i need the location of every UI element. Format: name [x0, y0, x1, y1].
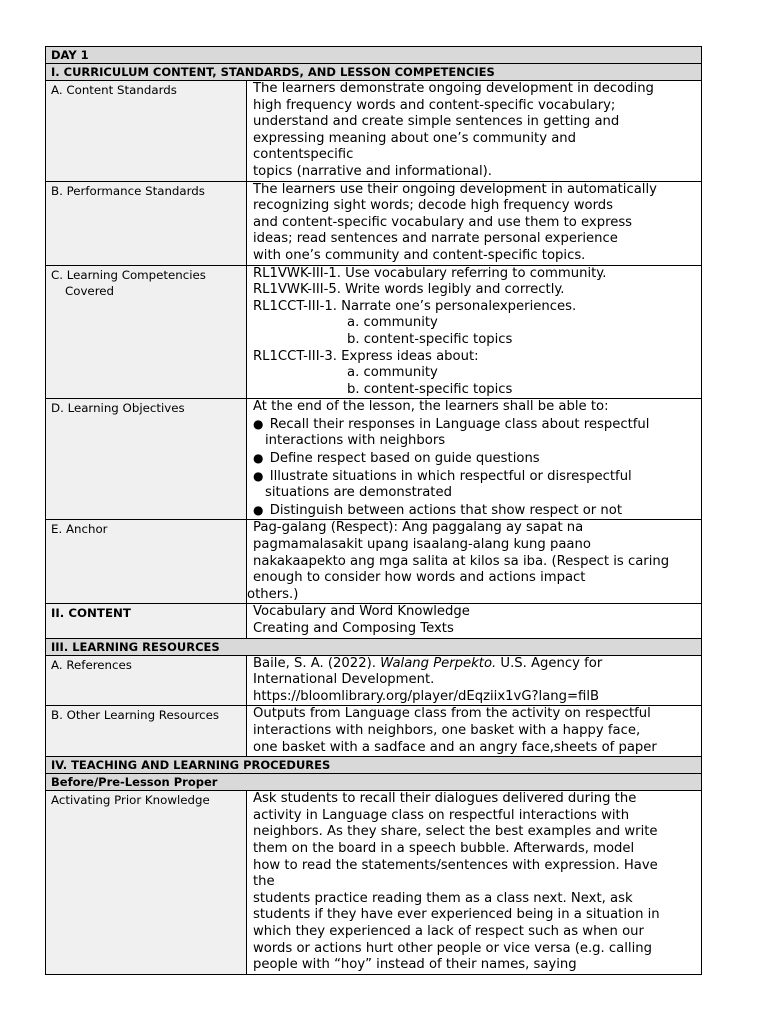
anchor-label: E. Anchor: [46, 520, 247, 604]
section-heading-curriculum: I. CURRICULUM CONTENT, STANDARDS, AND LESSON COMPETENCIES: [46, 64, 702, 81]
objectives-text: At the end of the lesson, the learners shall be able to: ● Recall their responses in Language class about respectful interactions with neighbors ● Define respect based on guide questions ● Illustrate situations in which respectful or disrespectful situations are demonstrated ● Distinguish between actions that show respect or not: [247, 399, 702, 520]
other-resources-row: [46, 706, 702, 757]
performance-standards-label: B. Performance Standards: [46, 181, 247, 265]
prior-knowledge-row: [46, 791, 702, 975]
content-row: [46, 604, 702, 638]
section-1-row: [46, 64, 702, 81]
content-standards-label: A. Content Standards: [46, 81, 247, 182]
section-heading-procedures: IV. TEACHING AND LEARNING PROCEDURES: [46, 757, 702, 774]
subsection-heading: Before/Pre-Lesson Proper: [46, 774, 702, 791]
references-text: Baile, S. A. (2022). Walang Perpekto. U.S. Agency for International Development. https://bloomlibrary.org/player/dEqziix1vG?lang=filB: [247, 655, 702, 706]
references-label: A. References: [46, 655, 247, 706]
reference-url: https://bloomlibrary.org/player/dEqziix1vG?lang=filB: [253, 688, 600, 704]
bullet-icon: ●: [253, 451, 264, 466]
objectives-label: D. Learning Objectives: [46, 399, 247, 520]
bullet-icon: ●: [253, 468, 264, 483]
day-row: [46, 47, 702, 64]
objective-item: ● Illustrate situations in which respectful or disrespectful: [253, 468, 632, 484]
lesson-plan-table: [45, 46, 702, 975]
objectives-row: [46, 399, 702, 520]
competencies-row: [46, 265, 702, 399]
anchor-row: [46, 520, 702, 604]
performance-standards-text: The learners use their ongoing development in automatically recognizing sight words; decode high frequency words and content-specific vocabulary and use them to express ideas; read sentences and narrate personal experience with one’s community and content-specific topics.: [247, 181, 702, 265]
references-row: [46, 655, 702, 706]
content-standards-row: [46, 81, 702, 182]
objective-item: ● Define respect based on guide questions: [253, 451, 540, 467]
bullet-icon: ●: [253, 502, 264, 517]
section-3-row: [46, 638, 702, 655]
section-4-row: [46, 757, 702, 774]
other-resources-text: Outputs from Language class from the activity on respectful interactions with neighbors, one basket with a happy face, one basket with a sadface and an angry face,sheets of paper: [247, 706, 702, 757]
book-title: Walang Perpekto.: [380, 655, 497, 671]
other-resources-label: B. Other Learning Resources: [46, 706, 247, 757]
bullet-icon: ●: [253, 416, 264, 431]
content-standards-text: The learners demonstrate ongoing development in decoding high frequency words and content-specific vocabulary; understand and create simple sentences in getting and expressing meaning about one’s community and contentspecific topics (narrative and informational).: [247, 81, 702, 182]
objective-item: ● Distinguish between actions that show respect or not: [253, 502, 622, 518]
competencies-text: RL1VWK-III-1. Use vocabulary referring to community. RL1VWK-III-5. Write words legibly and correctly. RL1CCT-III-1. Narrate one’s personalexperiences. a. community b. content-specific topics RL1CCT-III-3. Express ideas about: a. community b. content-specific topics: [247, 265, 702, 399]
subsection-row: [46, 774, 702, 791]
competencies-label: C. Learning Competencies Covered: [46, 265, 247, 399]
objective-item: ● Recall their responses in Language class about respectful: [253, 416, 650, 432]
anchor-text: Pag-galang (Respect): Ang paggalang ay sapat na pagmamalasakit upang isaalang-alang kung paano nakakaapekto ang mga salita at kilos sa iba. (Respect is caring enough to consider how words and actions impact others.): [247, 520, 702, 604]
content-label: II. CONTENT: [46, 604, 247, 638]
content-text: Vocabulary and Word Knowledge Creating and Composing Texts: [247, 604, 702, 638]
prior-knowledge-text: Ask students to recall their dialogues delivered during the activity in Language class on respectful interactions with neighbors. As they share, select the best examples and write them on the board in a speech bubble. Afterwards, model how to read the statements/sentences with expression. Have the students practice reading them as a class next. Next, ask students if they have ever experienced being in a situation in which they experienced a lack of respect such as when our words or actions hurt other people or vice versa (e.g. calling people with “hoy” instead of their names, saying: [247, 791, 702, 975]
day-heading: DAY 1: [46, 47, 702, 64]
section-heading-resources: III. LEARNING RESOURCES: [46, 638, 702, 655]
prior-knowledge-label: Activating Prior Knowledge: [46, 791, 247, 975]
performance-standards-row: [46, 181, 702, 265]
